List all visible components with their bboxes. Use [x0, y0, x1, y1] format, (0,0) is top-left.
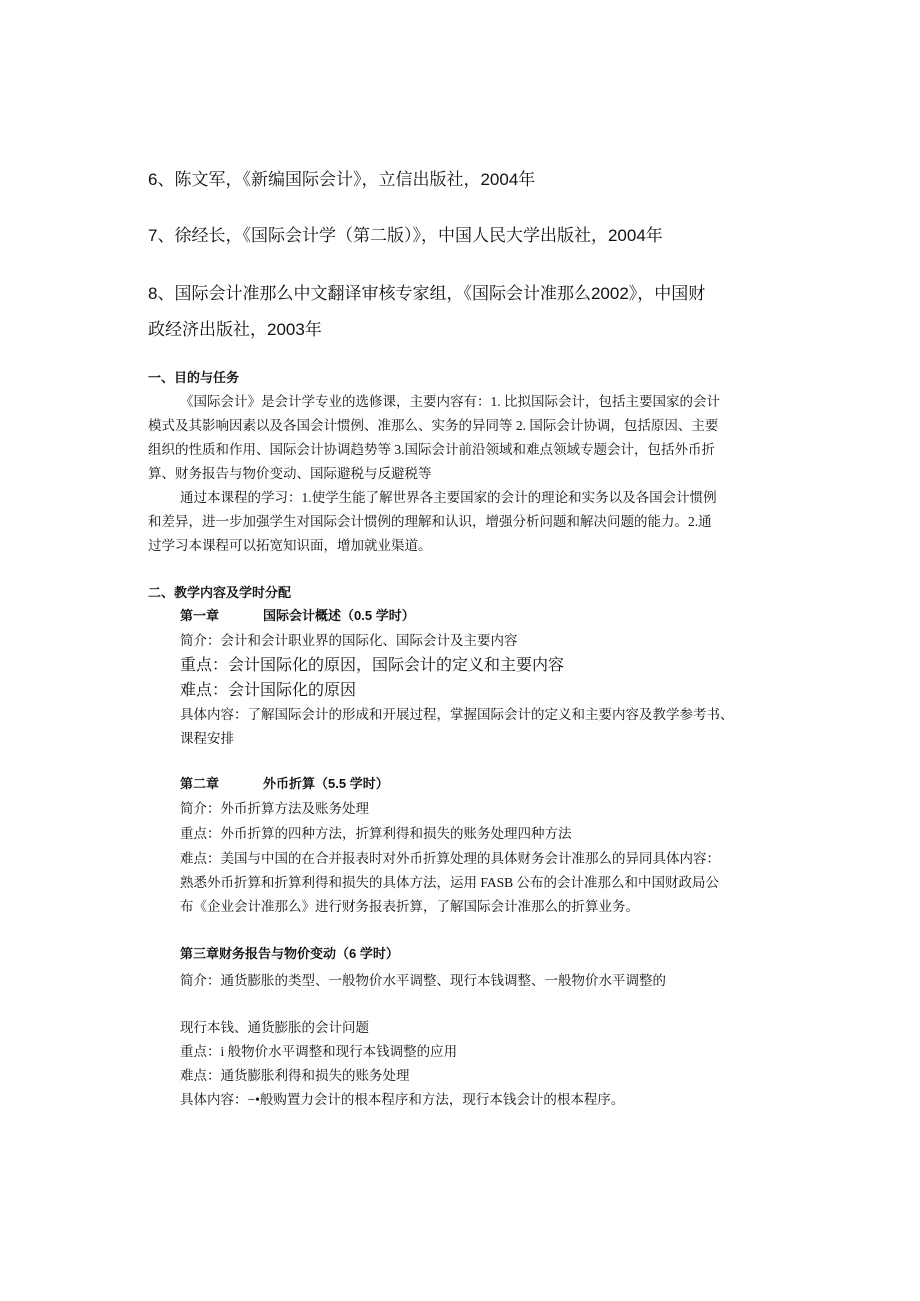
section1-heading: 一、目的与任务 [148, 370, 240, 385]
reference-8: 8、国际会计准那么中文翻译审核专家组，《国际会计准那么2002》，中国财 [148, 284, 706, 303]
chapter1-intro: 简介：会计和会计职业界的国际化、国际会计及主要内容 [180, 633, 518, 648]
chapter3-content: 具体内容：−•般购置力会计的根本程序和方法，现行本钱会计的根本程序。 [180, 1092, 625, 1107]
chapter2-title: 外币折算（5.5 学时） [263, 776, 389, 791]
chapter1-key: 重点：会计国际化的原因，国际会计的定义和主要内容 [180, 657, 565, 674]
reference-8-continued: 政经济出版社，2003年 [148, 320, 322, 339]
chapter2-heading [180, 773, 389, 792]
chapter1-heading [180, 605, 415, 624]
chapter1-difficult: 难点：会计国际化的原因 [180, 682, 357, 699]
section1-para2-line1: 通过本课程的学习：1.使学生能了解世界各主要国家的会计的理论和实务以及各国会计惯例 [180, 490, 717, 505]
chapter2-difficult-line2: 熟悉外币折算和折算利得和损失的具体方法，运用 FASB 公布的会计准那么和中国财政局公 [180, 875, 720, 890]
chapter2-intro: 简介：外币折算方法及账务处理 [180, 801, 369, 816]
chapter3-key: 重点：i 般物价水平调整和现行本钱调整的应用 [180, 1044, 458, 1059]
reference-6: 6、陈文军，《新编国际会计》，立信出版社，2004年 [148, 170, 536, 189]
section1-para1-line3: 组织的性质和作用、国际会计协调趋势等 3.国际会计前沿领域和难点领域专题会计，包括外币折 [148, 442, 715, 457]
chapter1-title: 国际会计概述（0.5 学时） [263, 608, 415, 623]
section1-para1-line1: 《国际会计》是会计学专业的选修课，主要内容有：1. 比拟国际会计，包括主要国家的会计 [180, 394, 720, 409]
chapter1-content-line1: 具体内容：了解国际会计的形成和开展过程，掌握国际会计的定义和主要内容及教学参考书、 [180, 707, 734, 722]
chapter3-intro-line1: 简介：通货膨胀的类型、一般物价水平调整、现行本钱调整、一般物价水平调整的 [180, 973, 666, 988]
chapter2-key: 重点：外币折算的四种方法，折算利得和损失的账务处理四种方法 [180, 826, 572, 841]
chapter2-difficult-line3: 布《企业会计准那么》进行财务报表折算，了解国际会计准那么的折算业务。 [180, 899, 639, 914]
section1-para1-line4: 算、财务报告与物价变动、国际避税与反避税等 [148, 466, 432, 481]
chapter1-number: 第一章 [180, 608, 220, 623]
chapter3-heading: 第三章财务报告与物价变动（6 学时） [180, 946, 399, 961]
chapter3-difficult: 难点：通货膨胀利得和损失的账务处理 [180, 1068, 410, 1083]
chapter1-content-line2: 课程安排 [180, 731, 234, 746]
section2-heading: 二、教学内容及学时分配 [148, 585, 292, 600]
chapter3-intro-line2: 现行本钱、通货膨胀的会计问题 [180, 1020, 369, 1035]
section1-para2-line3: 过学习本课程可以拓宽知识面，增加就业渠道。 [148, 538, 432, 553]
chapter2-difficult-line1: 难点：美国与中国的在合并报表时对外币折算处理的具体财务会计准那么的异同具体内容： [180, 851, 720, 866]
section1-para1-line2: 模式及其影响因素以及各国会计惯例、准那么、实务的异同等 2. 国际会计协调，包括原因、主要 [148, 418, 719, 433]
chapter2-number: 第二章 [180, 776, 220, 791]
reference-7: 7、徐经长，《国际会计学（第二版）》，中国人民大学出版社，2004年 [148, 226, 663, 245]
section1-para2-line2: 和差异，进一步加强学生对国际会计惯例的理解和认识，增强分析问题和解决问题的能力。2.通 [148, 514, 712, 529]
